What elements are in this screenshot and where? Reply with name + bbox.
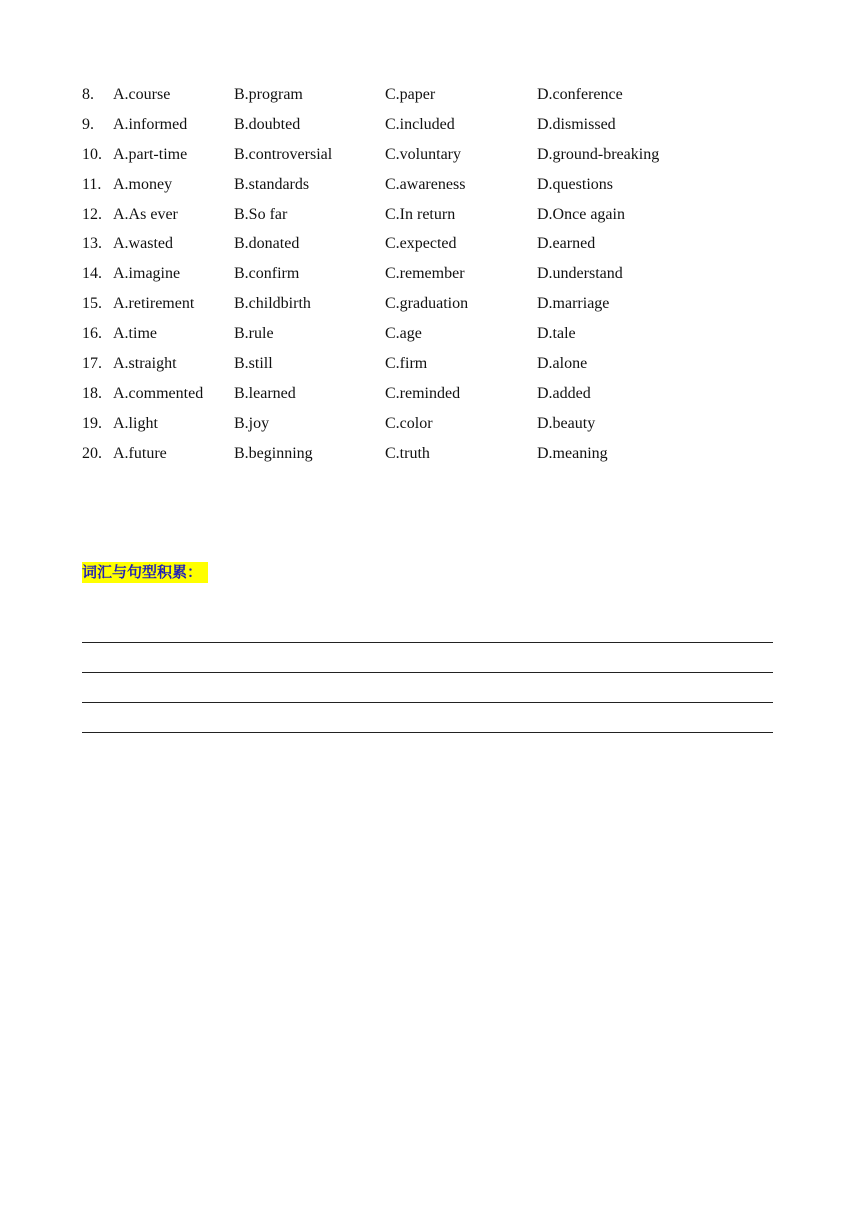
option-a: A.informed — [113, 115, 188, 133]
answer-blank-line[interactable] — [82, 732, 773, 733]
question-row — [82, 110, 782, 140]
option-a: A.future — [113, 444, 167, 462]
question-number: 12. — [82, 205, 102, 223]
question-number: 16. — [82, 325, 102, 343]
option-c: C.truth — [385, 444, 430, 462]
option-d: D.added — [537, 384, 591, 402]
question-row — [82, 200, 782, 230]
option-d: D.conference — [537, 85, 623, 103]
question-number: 20. — [82, 444, 102, 462]
option-a: A.commented — [113, 384, 204, 402]
option-b: B.So far — [234, 205, 288, 223]
option-d: D.dismissed — [537, 115, 616, 133]
question-row — [82, 289, 782, 319]
question-row — [82, 349, 782, 379]
question-number: 14. — [82, 265, 102, 283]
option-d: D.understand — [537, 265, 623, 283]
question-list — [82, 80, 782, 469]
option-c: C.expected — [385, 235, 457, 253]
option-c: C.firm — [385, 354, 428, 372]
option-d: D.Once again — [537, 205, 625, 223]
option-d: D.questions — [537, 175, 613, 193]
option-a: A.course — [113, 85, 171, 103]
option-b: B.childbirth — [234, 295, 311, 313]
option-a: A.part-time — [113, 145, 188, 163]
answer-blank-line[interactable] — [82, 642, 773, 643]
option-c: C.paper — [385, 85, 436, 103]
option-b: B.donated — [234, 235, 300, 253]
question-row — [82, 140, 782, 170]
option-c: C.In return — [385, 205, 456, 223]
answer-blank-line[interactable] — [82, 702, 773, 703]
question-number: 10. — [82, 145, 102, 163]
option-b: B.standards — [234, 175, 310, 193]
option-b: B.controversial — [234, 145, 333, 163]
question-number: 8. — [82, 85, 94, 103]
question-number: 18. — [82, 384, 102, 402]
option-b: B.joy — [234, 414, 270, 432]
question-row — [82, 229, 782, 259]
option-c: C.voluntary — [385, 145, 461, 163]
option-b: B.confirm — [234, 265, 300, 283]
answer-blank-line[interactable] — [82, 672, 773, 673]
option-d: D.ground-breaking — [537, 145, 660, 163]
option-c: C.included — [385, 115, 455, 133]
option-c: C.age — [385, 325, 422, 343]
question-row — [82, 439, 782, 469]
question-number: 15. — [82, 295, 102, 313]
option-a: A.straight — [113, 354, 177, 372]
option-d: D.meaning — [537, 444, 608, 462]
question-row — [82, 319, 782, 349]
question-number: 19. — [82, 414, 102, 432]
option-a: A.As ever — [113, 205, 178, 223]
option-d: D.marriage — [537, 295, 610, 313]
question-row — [82, 409, 782, 439]
question-number: 13. — [82, 235, 102, 253]
option-c: C.remember — [385, 265, 465, 283]
option-a: A.time — [113, 325, 157, 343]
option-b: B.still — [234, 354, 273, 372]
option-b: B.rule — [234, 325, 274, 343]
option-a: A.wasted — [113, 235, 173, 253]
option-b: B.beginning — [234, 444, 313, 462]
question-number: 17. — [82, 354, 102, 372]
option-a: A.imagine — [113, 265, 181, 283]
option-d: D.beauty — [537, 414, 596, 432]
question-row — [82, 170, 782, 200]
option-b: B.program — [234, 85, 303, 103]
vocab-section-heading: 词汇与句型积累： — [82, 562, 208, 583]
option-b: B.doubted — [234, 115, 301, 133]
option-c: C.graduation — [385, 295, 469, 313]
option-a: A.money — [113, 175, 173, 193]
option-d: D.alone — [537, 354, 588, 372]
option-a: A.light — [113, 414, 158, 432]
question-row — [82, 80, 782, 110]
question-number: 11. — [82, 175, 102, 193]
option-c: C.reminded — [385, 384, 461, 402]
option-c: C.awareness — [385, 175, 466, 193]
option-a: A.retirement — [113, 295, 195, 313]
option-d: D.earned — [537, 235, 596, 253]
option-c: C.color — [385, 414, 433, 432]
question-number: 9. — [82, 115, 94, 133]
question-row — [82, 259, 782, 289]
question-row — [82, 379, 782, 409]
option-b: B.learned — [234, 384, 296, 402]
option-d: D.tale — [537, 325, 576, 343]
